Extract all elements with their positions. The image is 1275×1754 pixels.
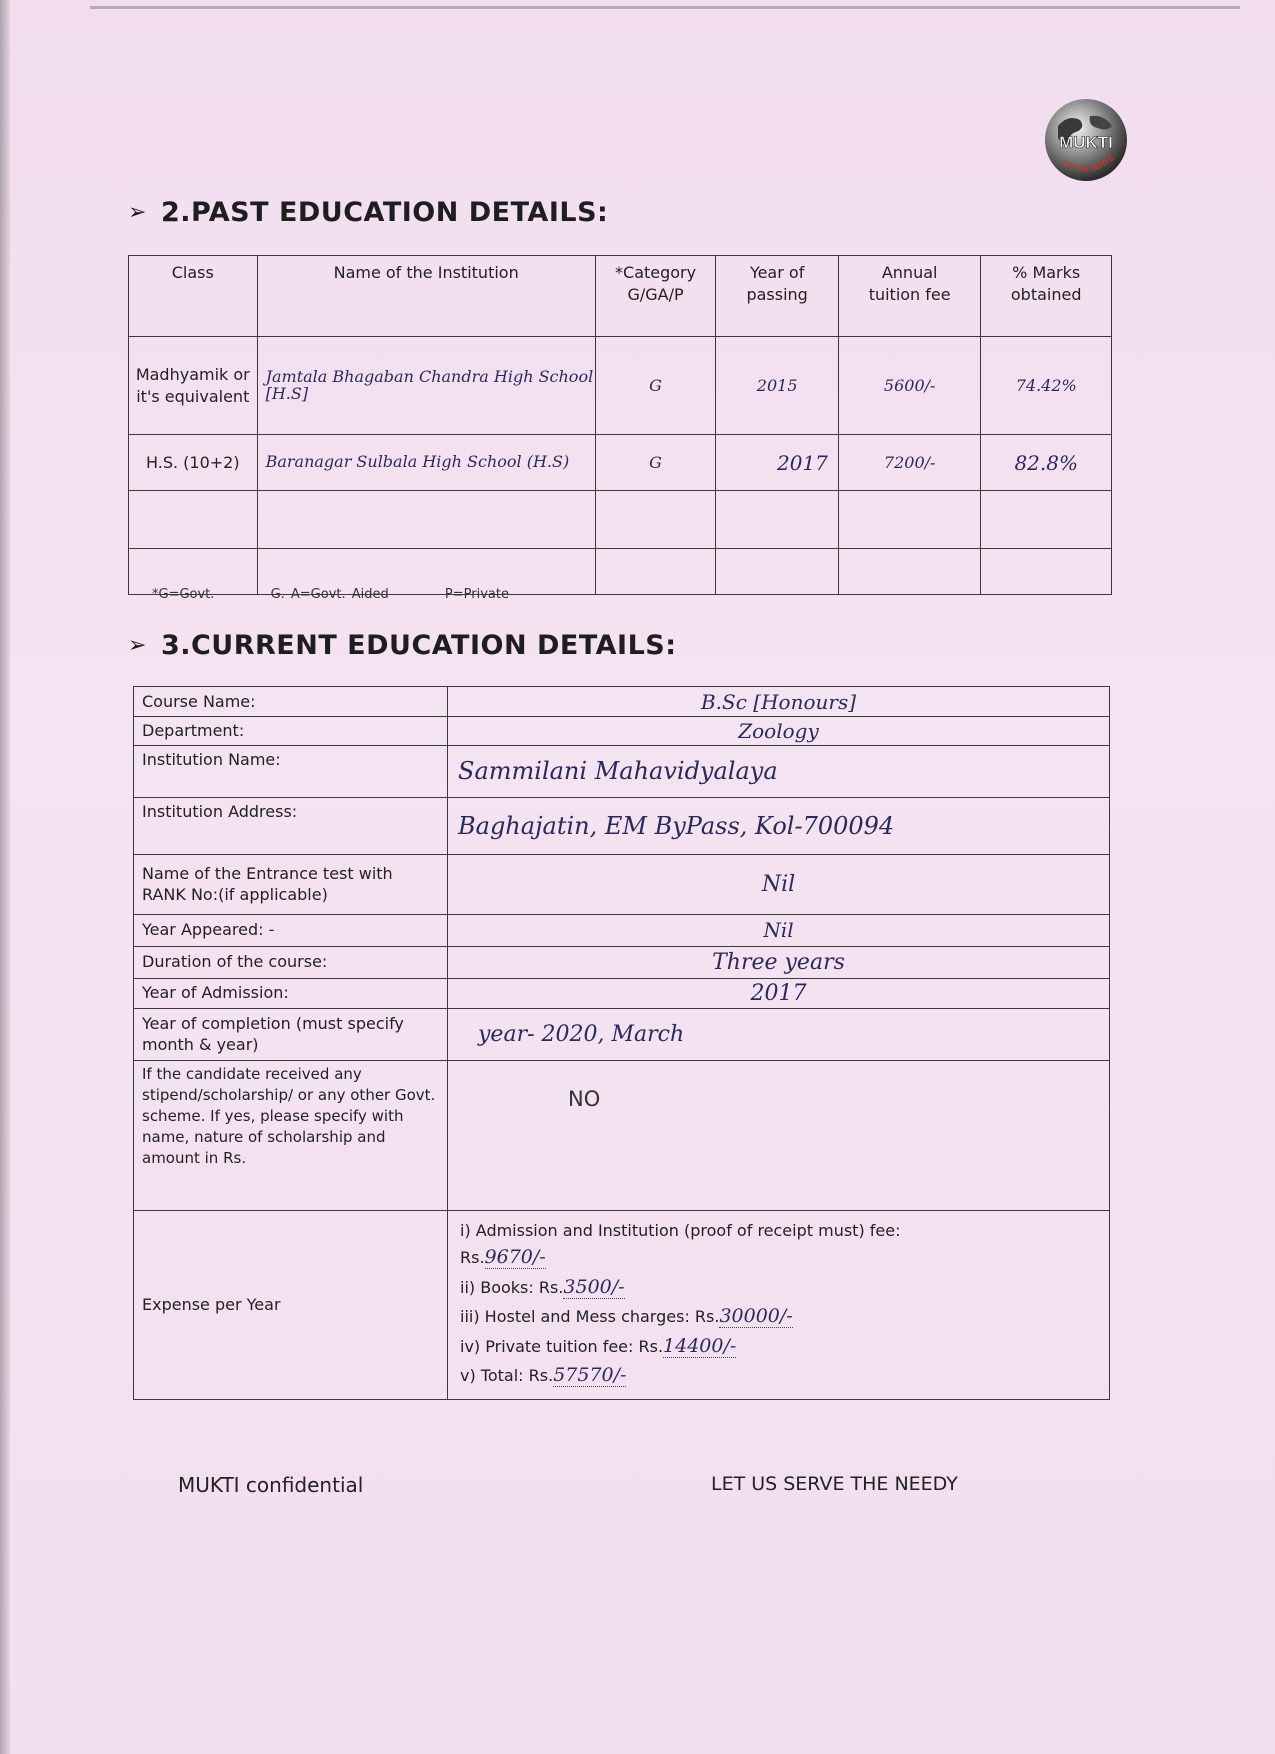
top-border bbox=[90, 6, 1240, 9]
entrance-test-label: Name of the Entrance test with RANK No:(if applicable) bbox=[134, 854, 448, 914]
table-header-row bbox=[129, 256, 1112, 337]
year-admission-label: Year of Admission: bbox=[134, 978, 448, 1008]
row2-fee: 7200/- bbox=[838, 435, 981, 491]
year-appeared-label: Year Appeared: - bbox=[134, 914, 448, 946]
year-appeared-value: Nil bbox=[448, 914, 1110, 946]
arrow-bullet-icon: ➢ bbox=[128, 200, 147, 225]
row3-class bbox=[129, 491, 258, 549]
institution-address-label: Institution Address: bbox=[134, 797, 448, 854]
col-category-label: *Category G/GA/P bbox=[615, 263, 697, 304]
col-category bbox=[595, 256, 716, 337]
institution-address-value: Baghajatin, EM ByPass, Kol-700094 bbox=[448, 797, 1110, 854]
expense-line-hostel bbox=[460, 1302, 1097, 1331]
institution-address-row bbox=[134, 797, 1110, 854]
year-admission-row bbox=[134, 978, 1110, 1008]
department-label: Department: bbox=[134, 717, 448, 746]
expense-line-admission-amount bbox=[460, 1243, 1097, 1272]
legend-private: P=Private bbox=[444, 587, 509, 602]
col-fee bbox=[838, 256, 981, 337]
globe-logo-icon bbox=[1040, 96, 1132, 184]
expense-line-admission: i) Admission and Institution (proof of receipt must) fee: bbox=[460, 1220, 901, 1240]
col-marks bbox=[981, 256, 1112, 337]
footer-tagline: LET US SERVE THE NEEDY bbox=[711, 1473, 958, 1495]
expense-details bbox=[448, 1210, 1110, 1399]
svg-text:MUKTI: MUKTI bbox=[1059, 133, 1113, 152]
past-education-heading bbox=[128, 197, 608, 228]
course-name-row bbox=[134, 687, 1110, 717]
course-name-value: B.Sc [Honours] bbox=[448, 687, 1110, 717]
table-row-empty bbox=[129, 491, 1112, 549]
admission-fee-prefix: Rs. bbox=[460, 1248, 485, 1268]
legend-govt-aided: G. A=Govt. Aided bbox=[270, 587, 389, 602]
row1-institution: Jamtala Bhagaban Chandra High School [H.S] bbox=[257, 337, 595, 435]
scholarship-row bbox=[134, 1060, 1110, 1210]
tuition-value: 14400/- bbox=[663, 1334, 737, 1357]
mukti-logo bbox=[1040, 96, 1132, 184]
arrow-bullet-icon: ➢ bbox=[128, 633, 147, 658]
col-year-label: Year of passing bbox=[746, 263, 808, 304]
current-education-table bbox=[133, 686, 1110, 1400]
left-edge-shadow bbox=[0, 0, 10, 1754]
current-education-heading bbox=[128, 630, 677, 661]
table-row bbox=[129, 435, 1112, 491]
expense-label: Expense per Year bbox=[134, 1210, 448, 1399]
row1-year: 2015 bbox=[716, 337, 839, 435]
row3-year bbox=[716, 491, 839, 549]
row2-marks: 82.8% bbox=[981, 435, 1112, 491]
expense-line-total bbox=[460, 1361, 1097, 1390]
row3-institution bbox=[257, 491, 595, 549]
scholarship-value: NO bbox=[448, 1060, 1110, 1210]
row4-year bbox=[716, 549, 839, 595]
expense-row bbox=[134, 1210, 1110, 1399]
current-education-title: 3.CURRENT EDUCATION DETAILS: bbox=[160, 630, 677, 661]
row4-marks bbox=[981, 549, 1112, 595]
row1-fee: 5600/- bbox=[838, 337, 981, 435]
col-class: Class bbox=[129, 256, 258, 337]
scholarship-label: If the candidate received any stipend/scholarship/ or any other Govt. scheme. If yes, please specify with name, nature of scholarship and amount in Rs. bbox=[134, 1060, 448, 1210]
row4-category bbox=[595, 549, 716, 595]
year-completion-value: year- 2020, March bbox=[448, 1008, 1110, 1060]
col-fee-label: Annual tuition fee bbox=[868, 263, 951, 304]
course-name-label: Course Name: bbox=[134, 687, 448, 717]
category-legend bbox=[152, 587, 559, 602]
row2-institution: Baranagar Sulbala High School (H.S) bbox=[257, 435, 595, 491]
duration-row bbox=[134, 946, 1110, 978]
past-education-title: 2.PAST EDUCATION DETAILS: bbox=[160, 197, 609, 228]
institution-name-label: Institution Name: bbox=[134, 745, 448, 797]
year-completion-row bbox=[134, 1008, 1110, 1060]
entrance-test-value: Nil bbox=[448, 854, 1110, 914]
legend-govt: *G=Govt. bbox=[152, 587, 215, 602]
total-value: 57570/- bbox=[553, 1364, 627, 1387]
duration-value: Three years bbox=[448, 946, 1110, 978]
row4-fee bbox=[838, 549, 981, 595]
footer-confidential: MUKTI confidential bbox=[178, 1473, 364, 1497]
department-row bbox=[134, 717, 1110, 746]
hostel-prefix: iii) Hostel and Mess charges: Rs. bbox=[460, 1307, 720, 1327]
row2-year: 2017 bbox=[716, 435, 839, 491]
row2-class: H.S. (10+2) bbox=[129, 435, 258, 491]
department-value: Zoology bbox=[448, 717, 1110, 746]
institution-name-row bbox=[134, 745, 1110, 797]
row1-class: Madhyamik or it's equivalent bbox=[129, 337, 258, 435]
year-admission-value: 2017 bbox=[448, 978, 1110, 1008]
table-row bbox=[129, 337, 1112, 435]
admission-fee-value: 9670/- bbox=[484, 1246, 546, 1269]
row3-marks bbox=[981, 491, 1112, 549]
col-year bbox=[716, 256, 839, 337]
institution-name-value: Sammilani Mahavidyalaya bbox=[448, 745, 1110, 797]
expense-line-books bbox=[460, 1273, 1097, 1302]
row1-category: G bbox=[595, 337, 716, 435]
past-education-table bbox=[128, 255, 1112, 595]
row2-category: G bbox=[595, 435, 716, 491]
tuition-prefix: iv) Private tuition fee: Rs. bbox=[460, 1336, 664, 1356]
entrance-test-row bbox=[134, 854, 1110, 914]
row3-fee bbox=[838, 491, 981, 549]
duration-label: Duration of the course: bbox=[134, 946, 448, 978]
col-institution: Name of the Institution bbox=[257, 256, 595, 337]
total-prefix: v) Total: Rs. bbox=[460, 1366, 554, 1386]
year-completion-label: Year of completion (must specify month & year) bbox=[134, 1008, 448, 1060]
col-marks-label: % Marks obtained bbox=[1010, 263, 1082, 304]
row1-marks: 74.42% bbox=[981, 337, 1112, 435]
hostel-value: 30000/- bbox=[719, 1305, 793, 1328]
row3-category bbox=[595, 491, 716, 549]
year-appeared-row bbox=[134, 914, 1110, 946]
books-prefix: ii) Books: Rs. bbox=[460, 1277, 564, 1297]
books-value: 3500/- bbox=[563, 1275, 625, 1298]
svg-text:LET US SERVE THE NEEDY: LET US SERVE bbox=[1060, 153, 1116, 174]
expense-line-tuition bbox=[460, 1332, 1097, 1361]
